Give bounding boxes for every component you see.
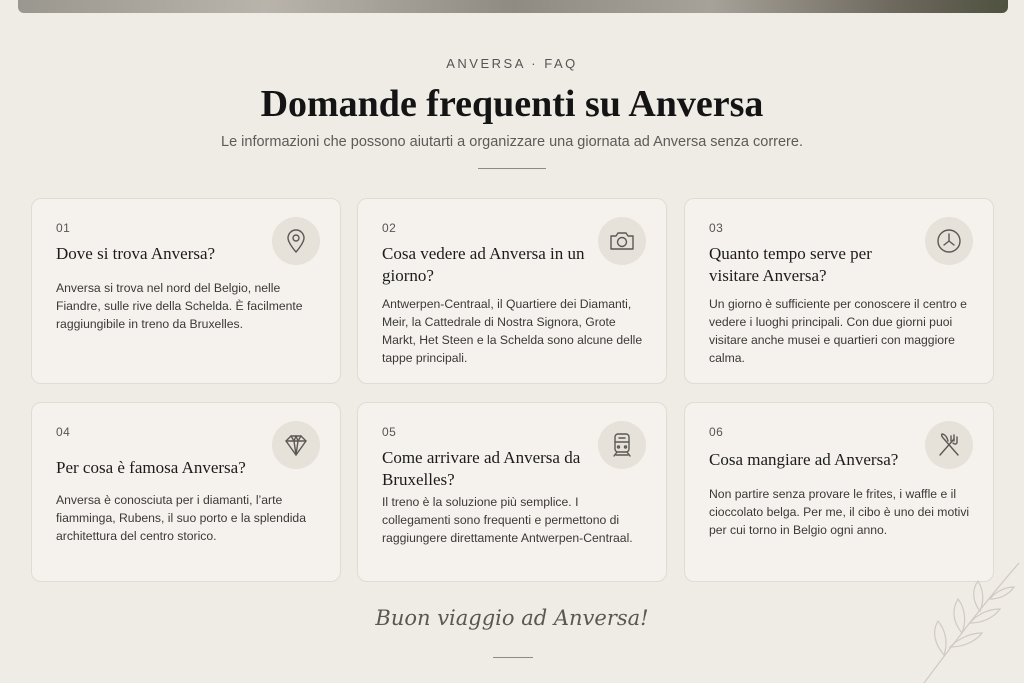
fork-knife-icon bbox=[925, 421, 973, 469]
faq-number: 02 bbox=[382, 221, 397, 235]
faq-card bbox=[357, 198, 667, 384]
hero-image-strip bbox=[18, 0, 1008, 13]
faq-question: Come arrivare ad Anversa da Bruxelles? bbox=[382, 448, 581, 489]
faq-number: 05 bbox=[382, 425, 397, 439]
clock-icon bbox=[925, 217, 973, 265]
faq-question: Dove si trova Anversa? bbox=[56, 244, 216, 263]
page-title: Domande frequenti su Anversa bbox=[260, 83, 764, 125]
decorative-leaf-icon bbox=[914, 543, 1024, 683]
faq-card bbox=[684, 198, 994, 384]
faq-number: 04 bbox=[56, 425, 71, 439]
faq-question: Per cosa è famosa Anversa? bbox=[56, 458, 246, 477]
faq-number: 06 bbox=[709, 425, 724, 439]
faq-number: 01 bbox=[56, 221, 71, 235]
faq-card bbox=[357, 402, 667, 582]
diamond-icon bbox=[272, 421, 320, 469]
faq-answer: Non partire senza provare le frites, i waffle e il cioccolato belga. Per me, il cibo è uno dei motivi per cui torno in Belgio ogni anno. bbox=[709, 487, 970, 537]
train-icon bbox=[598, 421, 646, 469]
faq-answer: Anversa si trova nel nord del Belgio, nelle Fiandre, sulle rive della Schelda. È facilmente raggiungibile in treno da Bruxelles. bbox=[56, 281, 303, 331]
map-pin-icon bbox=[272, 217, 320, 265]
faq-card bbox=[31, 402, 341, 582]
section-eyebrow: ANVERSA · FAQ bbox=[446, 56, 578, 71]
faq-card bbox=[31, 198, 341, 384]
camera-icon bbox=[598, 217, 646, 265]
faq-question: Cosa mangiare ad Anversa? bbox=[709, 450, 899, 469]
faq-answer: Anversa è conosciuta per i diamanti, l’arte fiamminga, Rubens, il suo porto e la splendida architettura del centro storico. bbox=[56, 493, 306, 543]
page-subtitle: Le informazioni che possono aiutarti a organizzare una giornata ad Anversa senza correre. bbox=[221, 134, 803, 150]
faq-number: 03 bbox=[709, 221, 724, 235]
closing-signature: Buon viaggio ad Anversa! bbox=[375, 606, 649, 630]
faq-answer: Antwerpen-Centraal, il Quartiere dei Diamanti, Meir, la Cattedrale di Nostra Signora, Grote Markt, Het Steen e la Schelda sono alcune delle tappe principali. bbox=[382, 297, 643, 365]
divider bbox=[493, 657, 533, 658]
faq-question: Quanto tempo serve per visitare Anversa? bbox=[709, 244, 872, 285]
faq-question: Cosa vedere ad Anversa in un giorno? bbox=[382, 244, 585, 285]
faq-answer: Un giorno è sufficiente per conoscere il centro e vedere i luoghi principali. Con due giorni puoi visitare anche musei e quartieri con maggiore calma. bbox=[709, 297, 967, 365]
faq-answer: Il treno è la soluzione più semplice. I collegamenti sono frequenti e permettono di raggiungere direttamente Antwerpen-Centraal. bbox=[382, 495, 633, 545]
divider bbox=[478, 168, 546, 169]
